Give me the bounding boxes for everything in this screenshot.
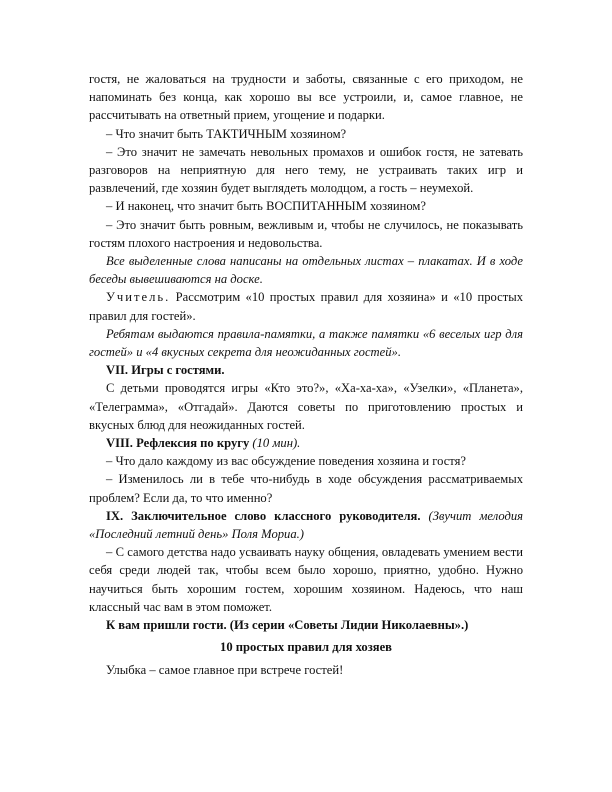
teacher-rules-text: Рассмотрим «10 простых правил для хозяина» и «10 простых правил для гостей». xyxy=(89,290,523,323)
question-polite-host: – И наконец, что значит быть ВОСПИТАННЫМ хозяином? xyxy=(106,199,426,214)
rule-smile: Улыбка – самое главное при встрече гостей! xyxy=(106,662,344,677)
closing-word-note: (Звучит мелодия «Последний летний день» Поля Мориа.) xyxy=(89,508,523,542)
note-memos: Ребятам выдаются правила-памятки, а также памятки «6 веселых игр для гостей» и «4 вкусных секрета для неожиданных гостей». xyxy=(89,326,523,360)
question-tactful-host: – Что значит быть ТАКТИЧНЫМ хозяином? xyxy=(106,126,347,141)
reflection-title: VIII. Рефлексия по кругу xyxy=(106,436,250,451)
heading-games-with-guests: VII. Игры с гостями. xyxy=(106,363,225,378)
speaker-teacher: Учитель. xyxy=(106,290,171,305)
note-posters: Все выделенные слова написаны на отдельных листах – плакатах. И в ходе беседы вывешиваются на доске. xyxy=(89,254,523,287)
answer-tactful-host: – Это значит не замечать невольных промахов и ошибок гостя, не затевать разговоров на неприятную для него тему, не устраивать таких игр и развлечений, где хозяин будет выглядеть молодцом, а гость – неумехой. xyxy=(89,144,523,196)
paragraph-host-advice: гостя, не жаловаться на трудности и заботы, связанные с его приходом, не напоминать без конца, как хорошо вы все устроили, и, самое главное, не рассчитывать на ответный прием, угощение и подарки. xyxy=(89,72,523,123)
heading-ten-rules: 10 простых правил для хозяев xyxy=(220,640,392,655)
reflection-time: (10 мин). xyxy=(249,436,301,451)
paragraph-games: С детьми проводятся игры «Кто это?», «Ха-ха-ха», «Узелки», «Планета», «Телеграмма», «Отгадай». Даются советы по приготовлению простых и вкусных блюд для неожиданных гостей. xyxy=(89,381,523,432)
question-change: – Изменилось ли в тебе что-нибудь в ходе обсуждения рассматриваемых проблем? Если да, то что именно? xyxy=(89,472,523,505)
question-discussion-benefit: – Что дало каждому из вас обсуждение поведения хозяина и гостя? xyxy=(106,454,467,469)
heading-closing-word xyxy=(89,507,523,543)
closing-word-title: IX. Заключительное слово классного руководителя. xyxy=(106,508,421,523)
heading-guests-series: К вам пришли гости. (Из серии «Советы Лидии Николаевны».) xyxy=(106,618,469,633)
heading-reflection xyxy=(89,434,523,452)
paragraph-closing: – С самого детства надо усваивать науку общения, овладевать умением вести себя среди людей так, чтобы всем было хорошо, приятно, удобно. Нужно научиться быть хорошим гостем, хорошим хозяином. Надеюсь, что наш классный час вам в этом поможет. xyxy=(89,545,523,614)
answer-polite-host: – Это значит быть ровным, вежливым и, чтобы не случилось, не показывать гостям плохого настроения и недовольства. xyxy=(89,217,523,250)
document-body xyxy=(89,70,523,679)
paragraph-teacher-rules xyxy=(89,288,523,324)
